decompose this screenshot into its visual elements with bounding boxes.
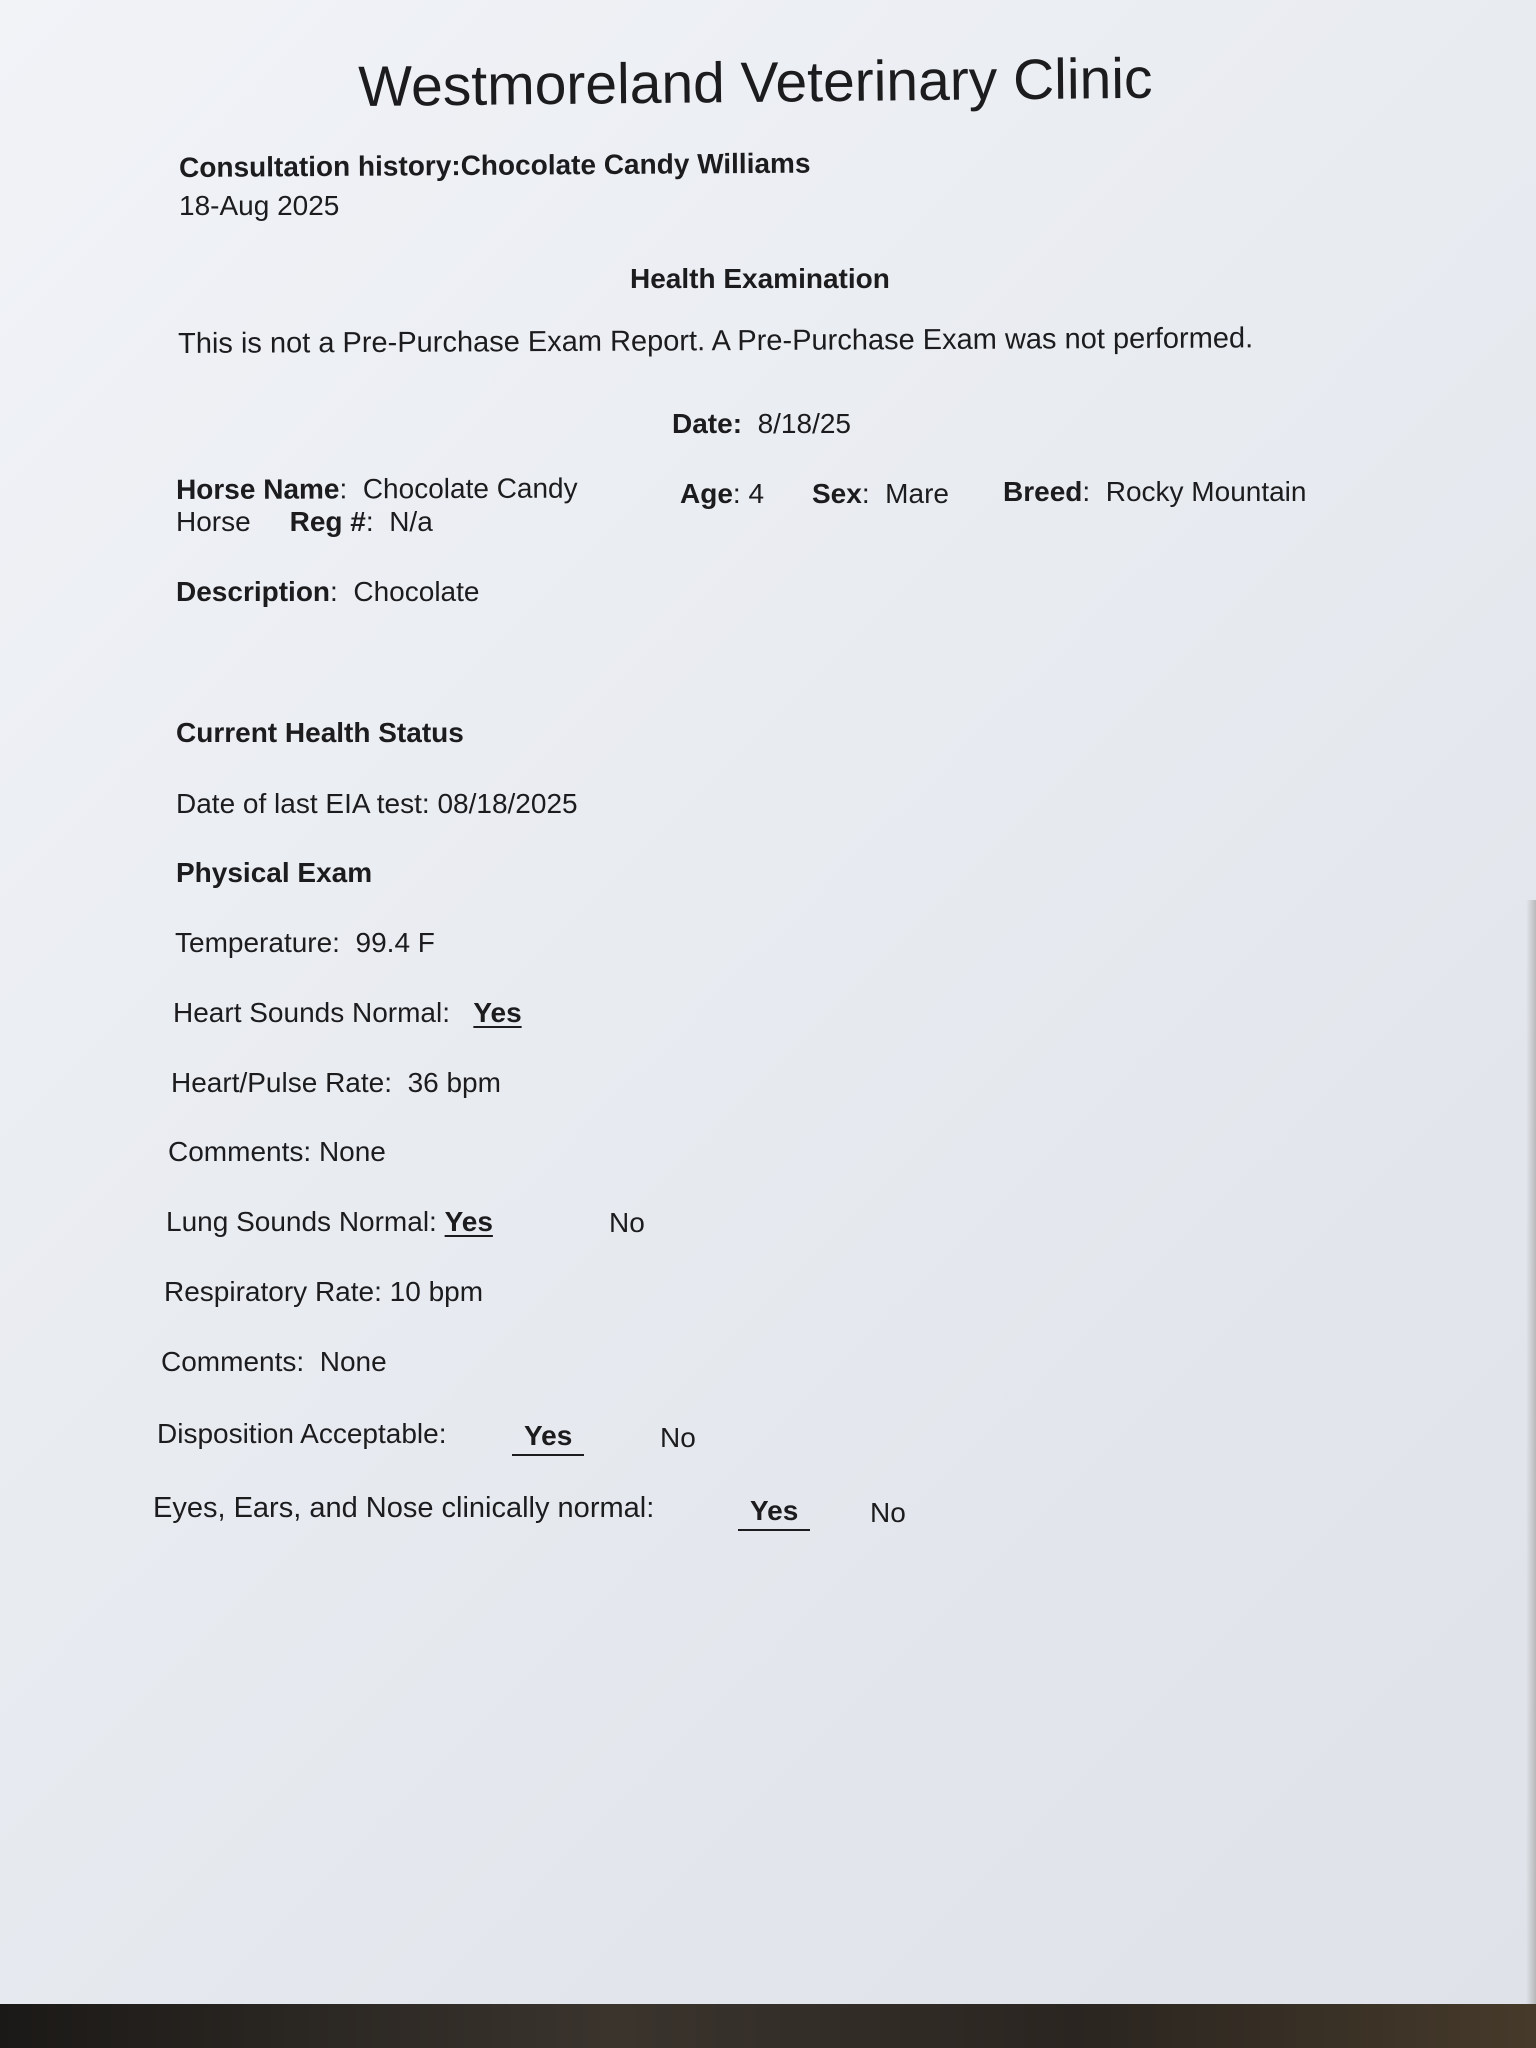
clinic-name: Westmoreland Veterinary Clinic xyxy=(358,46,1153,119)
pulse-label: Heart/Pulse Rate: xyxy=(171,1067,392,1098)
horse-sex: Sex: Mare xyxy=(812,478,949,509)
description-value: Chocolate xyxy=(353,576,480,607)
lung-label: Lung Sounds Normal: xyxy=(166,1206,437,1237)
heart-sounds-yes: Yes xyxy=(473,997,522,1028)
een-label: Eyes, Ears, and Nose clinically normal: xyxy=(153,1492,655,1524)
exam-date-value: 8/18/25 xyxy=(757,408,851,439)
comments2-label: Comments: xyxy=(161,1346,305,1377)
disposition-yes-line xyxy=(512,1420,584,1456)
disposition-no: No xyxy=(660,1422,696,1453)
lung-no: No xyxy=(609,1207,645,1238)
age-value: 4 xyxy=(748,478,765,509)
temperature-label: Temperature: xyxy=(175,927,340,958)
pulse-value: 36 bpm xyxy=(407,1067,501,1098)
comments2-value: None xyxy=(319,1346,387,1377)
horse-description: Description: Chocolate xyxy=(176,576,480,607)
horse-info-row: Horse Name: Chocolate Candy xyxy=(176,472,578,505)
comments1-label: Comments: xyxy=(168,1136,312,1167)
eia-test: Date of last EIA test: 08/18/2025 xyxy=(176,788,578,819)
consultation-header xyxy=(179,148,811,184)
page-edge-shadow xyxy=(1526,900,1536,2004)
current-health-heading: Current Health Status xyxy=(176,717,464,748)
description-label: Description xyxy=(176,576,331,607)
disposition-row xyxy=(157,1418,447,1450)
een-no: No xyxy=(870,1497,906,1528)
een-yes-line xyxy=(738,1495,810,1531)
horse-name-value: Chocolate Candy xyxy=(362,472,578,505)
sex-label: Sex xyxy=(812,478,862,509)
pulse-row xyxy=(171,1067,501,1099)
temperature-value: 99.4 F xyxy=(355,927,435,958)
reg-value: N/a xyxy=(389,506,433,537)
comments-row-2 xyxy=(161,1346,387,1378)
horse-age: Age: 4 xyxy=(680,478,765,509)
disclaimer: This is not a Pre-Purchase Exam Report. A Pre-Purchase Exam was not performed. xyxy=(178,322,1254,360)
heart-sounds-row xyxy=(173,997,522,1029)
exam-date-label: Date: xyxy=(672,408,743,439)
sex-value: Mare xyxy=(885,478,949,509)
consultation-label: Consultation history: xyxy=(179,150,461,183)
respiratory-row xyxy=(164,1276,483,1308)
disposition-label: Disposition Acceptable: xyxy=(157,1418,447,1449)
exam-title: Health Examination xyxy=(630,263,890,294)
resp-value: 10 bpm xyxy=(389,1276,484,1307)
background-floor xyxy=(0,2004,1536,2048)
breed-value-line2: Horse xyxy=(176,506,251,537)
resp-label: Respiratory Rate: xyxy=(164,1276,382,1307)
heart-sounds-label: Heart Sounds Normal: xyxy=(173,997,451,1028)
comments1-value: None xyxy=(318,1136,386,1167)
consultation-date: 18-Aug 2025 xyxy=(179,190,340,221)
horse-info-row-2: Horse Reg #: N/a xyxy=(176,506,433,537)
een-yes: Yes xyxy=(738,1495,810,1531)
exam-date xyxy=(672,408,851,440)
disposition-yes: Yes xyxy=(512,1420,584,1456)
consultation-patient: Chocolate Candy Williams xyxy=(460,147,811,182)
horse-name-label: Horse Name xyxy=(176,473,340,505)
breed-label: Breed xyxy=(1003,476,1083,507)
comments-row-1 xyxy=(168,1136,386,1168)
age-label: Age xyxy=(680,478,733,509)
een-row xyxy=(153,1492,654,1525)
breed-value-line1: Rocky Mountain xyxy=(1105,476,1307,507)
lung-yes: Yes xyxy=(444,1206,493,1237)
horse-breed: Breed: Rocky Mountain xyxy=(1003,476,1307,507)
temperature-row xyxy=(175,927,435,959)
lung-sounds-row xyxy=(166,1206,493,1238)
reg-label: Reg # xyxy=(289,506,366,537)
physical-exam-heading: Physical Exam xyxy=(176,857,373,888)
